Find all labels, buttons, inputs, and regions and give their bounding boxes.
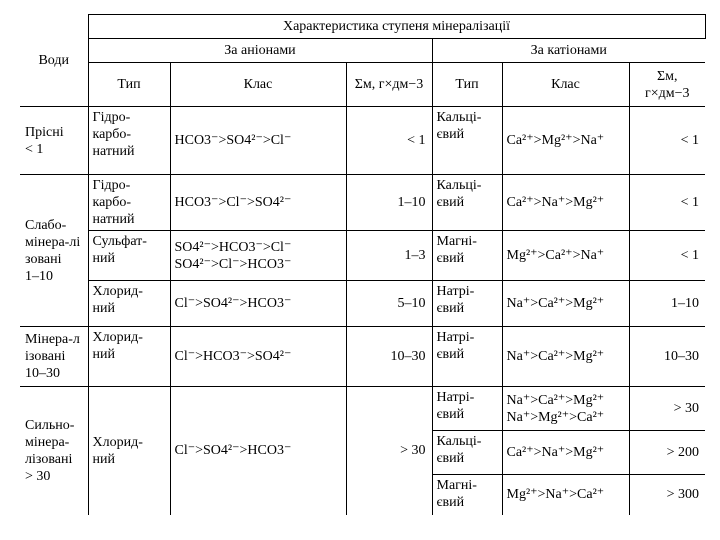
header-by-anions xyxy=(88,39,432,63)
water-label: Мінера-л xyxy=(25,332,80,347)
header-cation-type-label: Тип xyxy=(455,77,479,92)
water-label: зовані xyxy=(25,251,62,267)
table-row xyxy=(20,175,705,231)
table-row xyxy=(20,387,705,431)
water-weak xyxy=(20,175,88,327)
header-cation-type xyxy=(432,63,502,107)
header-anion-class-label: Клас xyxy=(243,77,273,92)
anion-sum-cell xyxy=(346,327,432,387)
cation-class-cell xyxy=(502,175,629,231)
cation-class-formula: Na⁺>Ca²⁺>Mg²⁺ xyxy=(506,392,605,408)
cation-type-cell xyxy=(432,475,502,515)
cation-type-text: євий xyxy=(436,451,465,466)
cation-type-text: Натрі- xyxy=(436,284,475,299)
cation-type-text: Натрі- xyxy=(436,330,475,345)
cation-type-cell xyxy=(432,175,502,231)
cation-type-text: Магні- xyxy=(436,478,477,493)
anion-type-text: Хлорид- xyxy=(92,434,143,450)
anion-class-cell xyxy=(170,175,346,231)
cation-class-formula: Ca²⁺>Na⁺>Mg²⁺ xyxy=(506,445,605,460)
cation-type-cell xyxy=(432,231,502,281)
anion-class-formula: SO4²⁻>Cl⁻>HCO3⁻ xyxy=(174,256,292,272)
header-anion-type xyxy=(88,63,170,107)
header-anion-class xyxy=(170,63,346,107)
cation-class-cell xyxy=(502,327,629,387)
cation-sum-cell xyxy=(629,387,705,431)
anion-class-formula: Cl⁻>SO4²⁻>HCO3⁻ xyxy=(174,443,292,459)
cation-type-cell xyxy=(432,107,502,175)
cation-sum-cell xyxy=(629,281,705,327)
anion-type-text: Гідро- xyxy=(92,178,131,193)
anion-class-formula: Cl⁻>HCO3⁻>SO4²⁻ xyxy=(174,349,292,364)
cation-class-cell xyxy=(502,231,629,281)
anion-class-formula: Cl⁻>SO4²⁻>HCO3⁻ xyxy=(174,296,292,311)
water-strong xyxy=(20,387,88,515)
anion-class-cell xyxy=(170,231,346,281)
anion-type-cell xyxy=(88,231,170,281)
cation-class-formula: Mg²⁺>Na⁺>Ca²⁺ xyxy=(506,487,605,503)
header-sum-cations xyxy=(629,63,705,107)
water-fresh xyxy=(20,107,88,175)
anion-sum-cell xyxy=(346,231,432,281)
cation-type-text: Кальці- xyxy=(436,434,482,449)
header-waters xyxy=(20,15,88,107)
anion-type-text: Сульфат- xyxy=(92,234,147,249)
cation-class-formula: Na⁺>Ca²⁺>Mg²⁺ xyxy=(506,349,605,364)
cation-type-text: Кальці- xyxy=(436,178,482,193)
anion-sum-cell xyxy=(346,107,432,175)
cation-sum-cell xyxy=(629,107,705,175)
cation-sum-value: > 300 xyxy=(666,487,700,503)
cation-class-formula: Mg²⁺>Ca²⁺>Na⁺ xyxy=(506,248,605,263)
cation-type-cell xyxy=(432,387,502,431)
cation-class-formula: Ca²⁺>Na⁺>Mg²⁺ xyxy=(506,195,605,210)
water-label: Прісні xyxy=(25,124,64,140)
cation-type-text: Натрі- xyxy=(436,390,475,405)
anion-sum-value: > 30 xyxy=(400,443,426,459)
cation-type-text: Кальці- xyxy=(436,110,482,125)
anion-class-formula: HCO3⁻>Cl⁻>SO4²⁻ xyxy=(174,195,292,210)
anion-sum-value: 1–10 xyxy=(397,195,426,210)
water-label: Сильно- xyxy=(25,417,75,433)
anion-sum-value: 5–10 xyxy=(397,296,426,311)
cation-class-cell xyxy=(502,431,629,475)
header-by-anions-label: За аніонами xyxy=(224,43,296,58)
header-cation-class xyxy=(502,63,629,107)
anion-type-cell xyxy=(88,107,170,175)
cation-type-cell xyxy=(432,327,502,387)
cation-type-cell xyxy=(432,281,502,327)
anion-type-cell xyxy=(88,387,170,515)
anion-type-text: Хлорид- xyxy=(92,284,143,299)
water-label: 10–30 xyxy=(25,366,60,381)
table-row xyxy=(20,231,705,281)
cation-type-text: євий xyxy=(436,127,465,142)
cation-sum-cell xyxy=(629,475,705,515)
anion-sum-cell xyxy=(346,387,432,515)
cation-sum-value: > 30 xyxy=(673,401,700,416)
cation-class-cell xyxy=(502,107,629,175)
cation-sum-cell xyxy=(629,231,705,281)
anion-type-text: ний xyxy=(92,301,115,316)
header-sum-cations-label: Σм, г×дм−3 xyxy=(645,68,690,101)
cation-type-text: євий xyxy=(436,495,465,510)
mineralization-table-wrapper xyxy=(20,14,706,515)
cation-class-cell xyxy=(502,387,629,431)
header-anion-type-label: Тип xyxy=(117,77,141,92)
anion-class-cell xyxy=(170,107,346,175)
anion-type-text: Хлорид- xyxy=(92,330,143,345)
anion-type-text: ний xyxy=(92,451,115,467)
table-row xyxy=(20,281,705,327)
cation-type-text: Магні- xyxy=(436,234,477,249)
anion-type-text: натний xyxy=(92,144,135,159)
cation-sum-value: < 1 xyxy=(680,133,700,148)
header-cation-class-label: Клас xyxy=(551,77,580,92)
cation-type-text: євий xyxy=(436,195,465,210)
cation-type-text: євий xyxy=(436,251,465,266)
anion-type-text: ний xyxy=(92,347,115,362)
cation-sum-cell xyxy=(629,175,705,231)
cation-class-cell xyxy=(502,475,629,515)
header-waters-label: Води xyxy=(38,52,70,68)
anion-type-text: карбо- xyxy=(92,195,132,210)
water-label: мінера-лі xyxy=(25,234,81,250)
cation-sum-value: 1–10 xyxy=(671,296,700,311)
cation-class-cell xyxy=(502,281,629,327)
anion-type-text: карбо- xyxy=(92,127,132,142)
anion-type-cell xyxy=(88,175,170,231)
header-by-cations xyxy=(432,39,705,63)
cation-sum-value: < 1 xyxy=(680,195,700,210)
cation-type-cell xyxy=(432,431,502,475)
water-label: мінера- xyxy=(25,434,70,450)
water-mineral xyxy=(20,327,88,387)
cation-sum-cell xyxy=(629,327,705,387)
anion-class-cell xyxy=(170,281,346,327)
anion-sum-value: 10–30 xyxy=(390,349,426,364)
header-title-label: Характеристика ступеня мінералізації xyxy=(282,19,511,34)
water-label: ізовані xyxy=(25,349,66,364)
cation-sum-cell xyxy=(629,431,705,475)
anion-class-cell xyxy=(170,327,346,387)
header-by-cations-label: За катіонами xyxy=(530,43,607,58)
cation-type-text: євий xyxy=(436,301,465,316)
cation-class-formula: Ca²⁺>Mg²⁺>Na⁺ xyxy=(506,133,605,148)
cation-sum-value: < 1 xyxy=(680,248,700,263)
anion-type-cell xyxy=(88,281,170,327)
table-row xyxy=(20,107,705,175)
anion-class-cell xyxy=(170,387,346,515)
anion-class-formula: SO4²⁻>HCO3⁻>Cl⁻ xyxy=(174,239,292,255)
cation-type-text: євий xyxy=(436,407,465,422)
water-label: лізовані xyxy=(25,451,73,467)
anion-type-text: натний xyxy=(92,212,135,227)
anion-sum-value: < 1 xyxy=(407,133,426,148)
cation-type-text: євий xyxy=(436,347,465,362)
anion-type-cell xyxy=(88,327,170,387)
cation-class-formula: Na⁺>Ca²⁺>Mg²⁺ xyxy=(506,296,605,311)
water-label: 1–10 xyxy=(25,268,53,284)
water-label: > 30 xyxy=(25,468,51,484)
water-label: < 1 xyxy=(25,141,44,157)
water-label: Слабо- xyxy=(25,217,67,233)
table-row xyxy=(20,327,705,387)
anion-class-formula: HCO3⁻>SO4²⁻>Cl⁻ xyxy=(174,133,292,148)
mineralization-table xyxy=(20,14,706,515)
anion-sum-cell xyxy=(346,281,432,327)
anion-type-text: Гідро- xyxy=(92,110,131,125)
cation-sum-value: > 200 xyxy=(666,445,700,460)
anion-type-text: ний xyxy=(92,251,115,266)
anion-sum-value: 1–3 xyxy=(404,248,426,263)
anion-sum-cell xyxy=(346,175,432,231)
cation-class-formula: Na⁺>Mg²⁺>Ca²⁺ xyxy=(506,409,605,425)
header-title xyxy=(88,15,705,39)
header-sum-anions-label: Σм, г×дм−3 xyxy=(354,77,424,92)
header-sum-anions xyxy=(346,63,432,107)
cation-sum-value: 10–30 xyxy=(664,349,700,364)
